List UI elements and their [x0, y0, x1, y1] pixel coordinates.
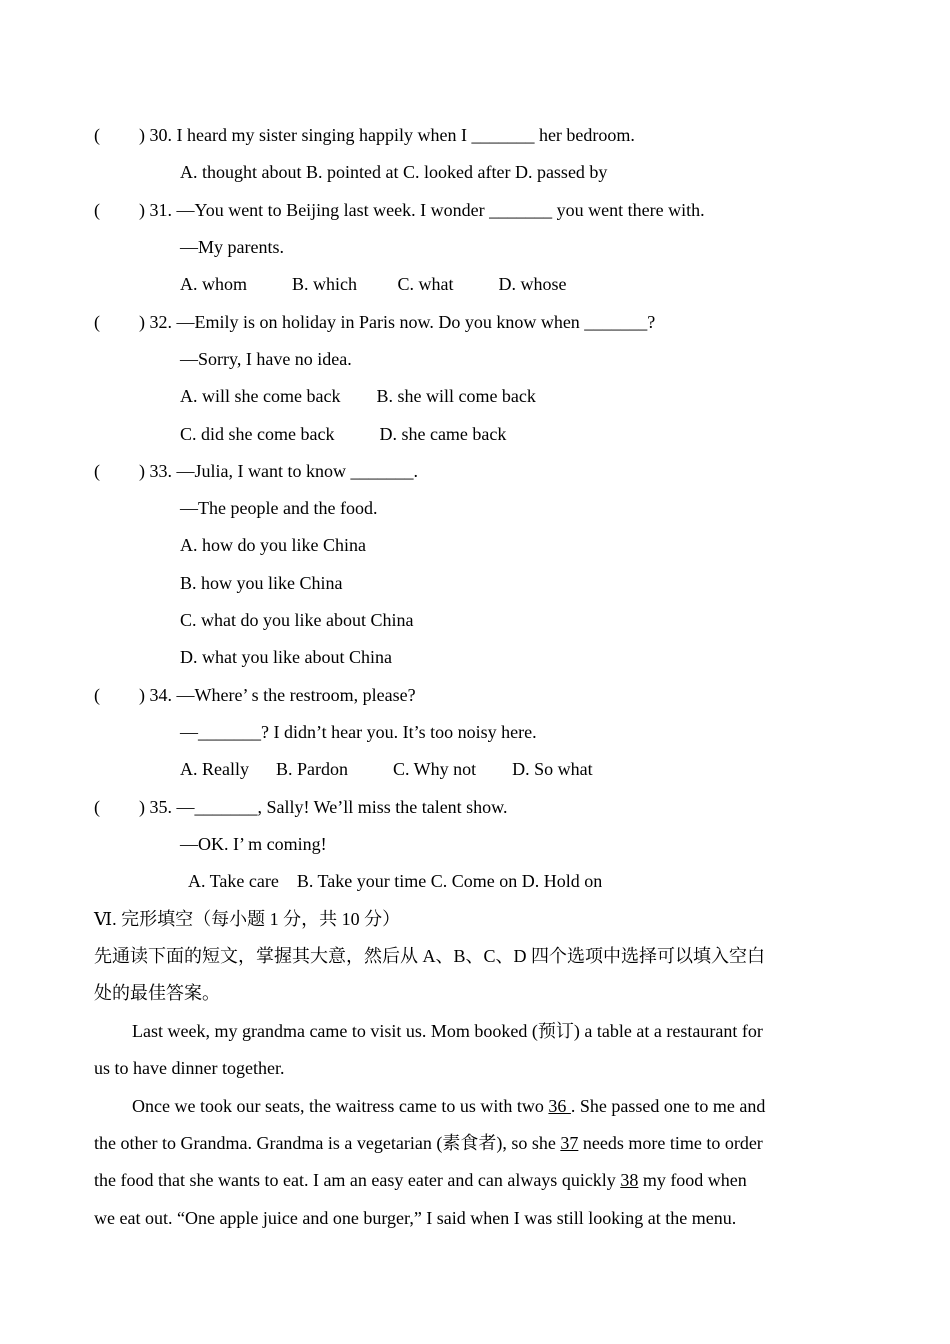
question-31-options: A. whom B. which C. what D. whose: [180, 274, 567, 294]
passage-text: my food when: [638, 1170, 747, 1190]
answer-paren-35: (: [94, 797, 100, 817]
question-34-reply: —_______? I didn’t hear you. It’s too noisy here.: [180, 722, 537, 742]
question-33-option-b: B. how you like China: [180, 573, 343, 593]
passage-text: needs more time to order: [578, 1133, 763, 1153]
question-34-options: A. Really B. Pardon C. Why not D. So what: [180, 759, 593, 779]
question-32-options-cd: C. did she come back D. she came back: [180, 424, 507, 444]
passage-text: Once we took our seats, the waitress came to us with two: [132, 1096, 549, 1116]
passage-line: us to have dinner together.: [94, 1058, 285, 1078]
passage-text: the food that she wants to eat. I am an easy eater and can always quickly: [94, 1170, 621, 1190]
question-35-options: A. Take care B. Take your time C. Come on D. Hold on: [180, 871, 603, 891]
answer-paren-34: (: [94, 685, 100, 705]
blank-36: 36: [548, 1096, 571, 1116]
section-instruction-line-1: 先通读下面的短文，掌握其大意，然后从 A、B、C、D 四个选项中选择可以填入空白: [94, 946, 766, 966]
section-heading: Ⅵ. 完形填空（每小题 1 分，共 10 分）: [94, 909, 401, 929]
question-33-option-a: A. how do you like China: [180, 535, 366, 555]
question-33-reply: —The people and the food.: [180, 498, 378, 518]
question-31-stem: ) 31. —You went to Beijing last week. I wonder _______ you went there with.: [139, 200, 705, 220]
passage-text: . She passed one to me and: [570, 1096, 766, 1116]
question-33-stem: ) 33. —Julia, I want to know _______.: [139, 461, 418, 481]
question-35-reply: —OK. I’ m coming!: [180, 834, 327, 854]
answer-paren-31: (: [94, 200, 100, 220]
question-30-options: A. thought about B. pointed at C. looked after D. passed by: [180, 162, 608, 182]
question-32-options-ab: A. will she come back B. she will come back: [180, 386, 536, 406]
question-34-stem: ) 34. —Where’ s the restroom, please?: [139, 685, 416, 705]
question-33-option-c: C. what do you like about China: [180, 610, 414, 630]
answer-paren-32: (: [94, 312, 100, 332]
passage-line: we eat out. “One apple juice and one burger,” I said when I was still looking at the menu.: [94, 1208, 737, 1228]
passage-line: [94, 1132, 763, 1154]
question-33-option-d: D. what you like about China: [180, 647, 392, 667]
question-32-reply: —Sorry, I have no idea.: [180, 349, 352, 369]
blank-37: 37: [560, 1133, 579, 1153]
passage-line: [94, 1169, 747, 1191]
question-32-stem: ) 32. —Emily is on holiday in Paris now. Do you know when _______?: [139, 312, 656, 332]
answer-paren-30: (: [94, 125, 100, 145]
section-instruction-line-2: 处的最佳答案。: [94, 983, 220, 1003]
blank-38: 38: [620, 1170, 639, 1190]
passage-line: Last week, my grandma came to visit us. Mom booked (预订) a table at a restaurant for: [132, 1021, 763, 1041]
passage-text: the other to Grandma. Grandma is a vegetarian (素食者), so she: [94, 1133, 561, 1153]
question-31-reply: —My parents.: [180, 237, 284, 257]
question-30-stem: ) 30. I heard my sister singing happily when I _______ her bedroom.: [139, 125, 635, 145]
answer-paren-33: (: [94, 461, 100, 481]
passage-line: [132, 1095, 765, 1117]
question-35-stem: ) 35. —_______, Sally! We’ll miss the talent show.: [139, 797, 508, 817]
